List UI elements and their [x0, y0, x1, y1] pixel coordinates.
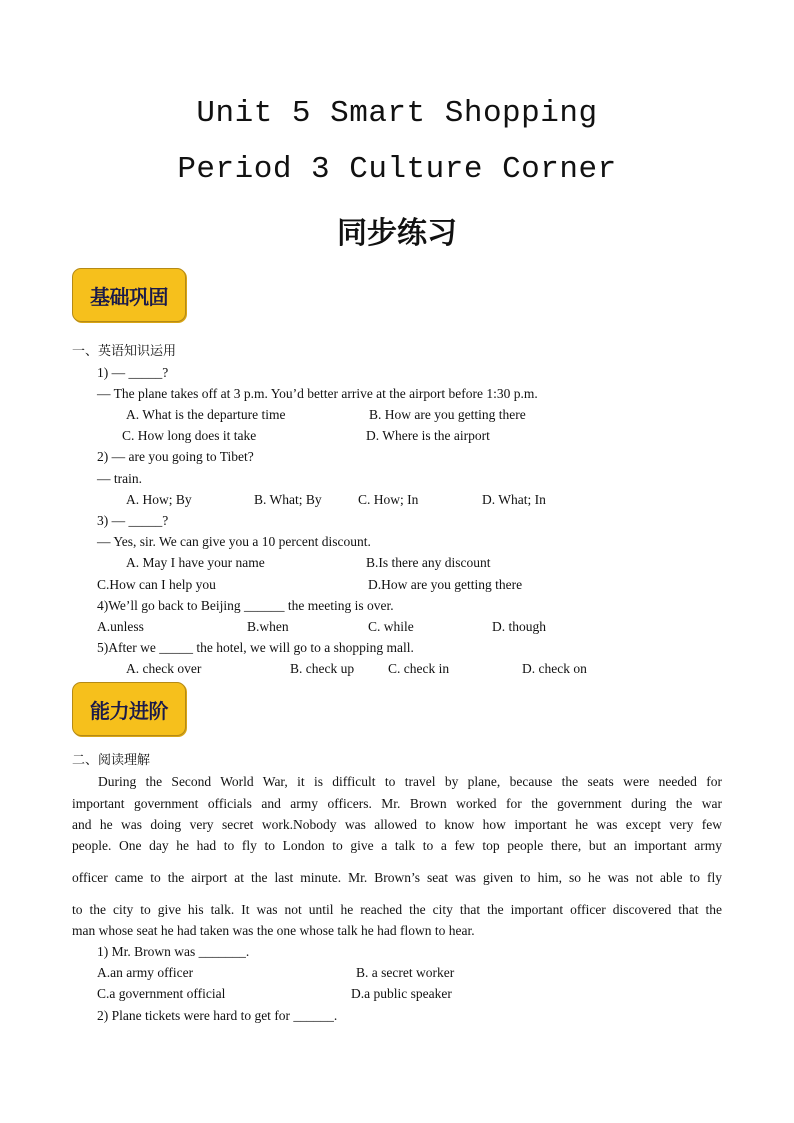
q3-stem: 3) — _____? — [97, 513, 169, 528]
q4-option-d: D. though — [492, 619, 546, 634]
title-period: Period 3 Culture Corner — [177, 152, 617, 187]
r1-option-a: A.an army officer — [97, 965, 194, 980]
badge-basic-label: 基础巩固 — [90, 284, 168, 309]
q2-stem: 2) — are you going to Tibet? — [97, 449, 254, 464]
q4-option-c: C. while — [368, 619, 414, 634]
badge-advanced-label: 能力进阶 — [90, 698, 168, 723]
q3-reply: — Yes, sir. We can give you a 10 percent discount. — [97, 534, 371, 549]
r1-option-b: B. a secret worker — [356, 965, 455, 980]
q4-option-b: B.when — [247, 619, 289, 634]
q1-stem: 1) — _____? — [97, 365, 169, 380]
q2-reply: — train. — [97, 471, 142, 486]
q3-option-c: C.How can I help you — [97, 577, 216, 592]
badge-basic — [72, 268, 186, 322]
r1-option-c: C.a government official — [97, 986, 226, 1001]
passage-line-6: to the city to give his talk. It was not until he reached the city that the important officer discovered that the — [72, 902, 722, 917]
q5-option-b: B. check up — [290, 661, 355, 676]
passage-line-1: During the Second World War, it is difficult to travel by plane, because the seats were needed for — [98, 774, 722, 789]
passage-line-5: officer came to the airport at the last minute. Mr. Brown’s seat was given to him, so he was not able to fly — [72, 870, 722, 885]
q4-option-a: A.unless — [97, 619, 144, 634]
title-practice: 同步练习 — [337, 216, 457, 251]
q3-option-d: D.How are you getting there — [368, 577, 523, 592]
q1-option-a: A. What is the departure time — [126, 407, 286, 422]
q2-option-c: C. How; In — [358, 492, 419, 507]
q5-option-a: A. check over — [126, 661, 202, 676]
q3-option-a: A. May I have your name — [126, 555, 265, 570]
q3-option-b: B.Is there any discount — [366, 555, 491, 570]
q1-option-c: C. How long does it take — [122, 428, 257, 443]
passage-line-3: and he was doing very secret work.Nobody was allowed to know how important he was except very few — [72, 817, 722, 832]
q1-option-b: B. How are you getting there — [369, 407, 526, 422]
q2-option-a: A. How; By — [126, 492, 192, 507]
r2-stem: 2) Plane tickets were hard to get for ______. — [97, 1008, 338, 1023]
passage-line-4: people. One day he had to fly to London to give a talk to a few top people there, but an important army — [72, 838, 722, 853]
q5-stem: 5)After we _____ the hotel, we will go to a shopping mall. — [97, 640, 414, 655]
passage-line-7: man whose seat he had taken was the one whose talk he had flown to hear. — [72, 923, 475, 938]
q1-option-d: D. Where is the airport — [366, 428, 490, 443]
q2-option-b: B. What; By — [254, 492, 322, 507]
section2-heading: 二、阅读理解 — [72, 753, 151, 768]
q2-option-d: D. What; In — [482, 492, 546, 507]
title-unit: Unit 5 Smart Shopping — [196, 96, 598, 131]
badge-advanced — [72, 682, 186, 736]
r1-stem: 1) Mr. Brown was _______. — [97, 944, 250, 959]
q5-option-d: D. check on — [522, 661, 587, 676]
q4-stem: 4)We’ll go back to Beijing ______ the meeting is over. — [97, 598, 394, 613]
q5-option-c: C. check in — [388, 661, 450, 676]
r1-option-d: D.a public speaker — [351, 986, 452, 1001]
passage-line-2: important government officials and army officers. Mr. Brown worked for the government during the war — [72, 796, 722, 811]
section1-heading: 一、英语知识运用 — [72, 344, 177, 359]
q1-reply: — The plane takes off at 3 p.m. You’d better arrive at the airport before 1:30 p.m. — [97, 386, 538, 401]
